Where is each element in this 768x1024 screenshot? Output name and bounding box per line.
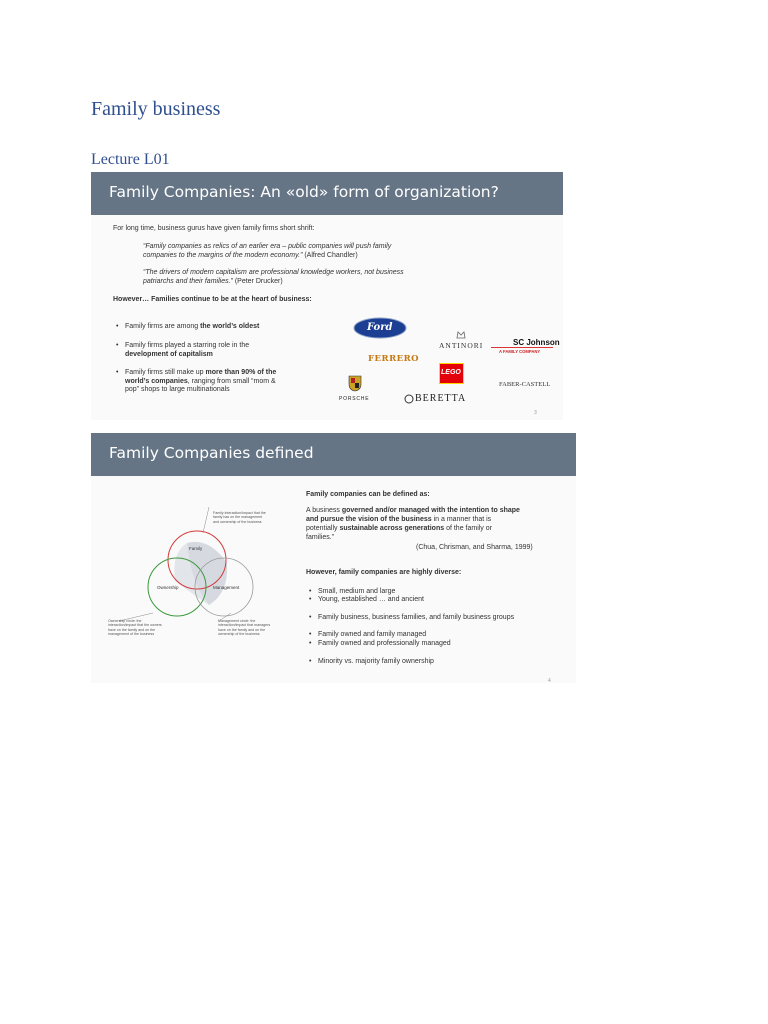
definition-line2: and pursue the vision of the business in a manner that is <box>306 516 492 523</box>
bullet-oldest: • Family firms are among the world’s oldest <box>125 323 259 332</box>
venn-note-family: Family interaction/impact that the family has on the management and ownership of the business <box>213 511 266 524</box>
slide-old-form <box>91 172 563 420</box>
document-subtitle: Lecture L01 <box>91 151 170 168</box>
quote-drucker-line1: “The drivers of modern capitalism are professional knowledge workers, not business <box>143 269 404 276</box>
definition-line4: families.” <box>306 534 335 541</box>
quote-chandler-line1: “Family companies as relics of an earlier era – public companies will push family <box>143 243 392 250</box>
ferrero-logo: FERRERO <box>368 354 420 364</box>
slide-header: Family Companies: An «old» form of organization? <box>91 172 563 215</box>
lego-logo: LEGO <box>441 369 461 376</box>
slide-companies-defined <box>91 433 576 683</box>
beretta-crest-icon <box>404 394 414 404</box>
porsche-crest-icon <box>348 375 362 392</box>
definition-citation: (Chua, Chrisman, and Sharma, 1999) <box>416 544 533 551</box>
definition-line1: A business governed and/or managed with the intention to shape <box>306 507 520 514</box>
diverse-heading: However, family companies are highly diverse: <box>306 569 462 576</box>
faber-castell-logo: FABER-CASTELL <box>499 381 551 388</box>
document-title: Family business <box>91 98 221 120</box>
list-item: • Minority vs. majority family ownership <box>318 658 434 667</box>
bullet-90-percent: • Family firms still make up more than 90% of the world’s companies, ranging from small “mom & pop” shops to large multinationals <box>125 369 276 395</box>
antinori-logo: ANTINORI <box>439 341 484 350</box>
venn-label-management: Management <box>213 585 240 590</box>
venn-diagram <box>91 493 301 673</box>
beretta-logo: BERETTA <box>415 393 467 404</box>
scjohnson-tagline: A FAMILY COMPANY <box>499 349 541 354</box>
venn-note-management: Management circle: the interaction/impact that managers have on the family and on the ownership of the business <box>218 619 271 636</box>
defined-as-heading: Family companies can be defined as: <box>306 491 430 498</box>
venn-label-ownership: Ownership <box>157 585 179 590</box>
antinori-crest-icon <box>456 329 466 339</box>
slide-header: Family Companies defined <box>91 433 576 476</box>
slide-page-number: 3 <box>534 410 537 416</box>
venn-note-ownership: Ownership circle: the interaction/impact that the owners have on the family and on the management of the business <box>108 619 162 636</box>
scjohnson-rule <box>491 347 553 348</box>
however-heading: However… Families continue to be at the heart of business: <box>113 296 312 303</box>
porsche-logo: PORSCHE <box>339 396 370 402</box>
ford-logo-text: Ford <box>367 322 393 333</box>
venn-label-family: Family <box>189 546 203 551</box>
scjohnson-logo: SC Johnson <box>513 338 560 347</box>
definition-line3: potentially sustainable across generations of the family or <box>306 525 492 532</box>
quote-drucker-line2: patriarchs and their families.” (Peter Drucker) <box>143 278 283 285</box>
slide-intro: For long time, business gurus have given family firms short shrift: <box>113 225 315 232</box>
bullet-capitalism: • Family firms played a starring role in the development of capitalism <box>125 342 249 359</box>
slide-page-number: 4 <box>548 678 551 684</box>
list-item: • Young, established … and ancient <box>318 596 424 605</box>
list-item: • Family owned and family managed <box>318 631 426 640</box>
list-item: • Family business, business families, and family business groups <box>318 614 514 623</box>
list-item: • Small, medium and large <box>318 588 395 597</box>
quote-chandler-line2: companies to the margins of the modern economy.” (Alfred Chandler) <box>143 252 358 259</box>
list-item: • Family owned and professionally managed <box>318 640 451 649</box>
